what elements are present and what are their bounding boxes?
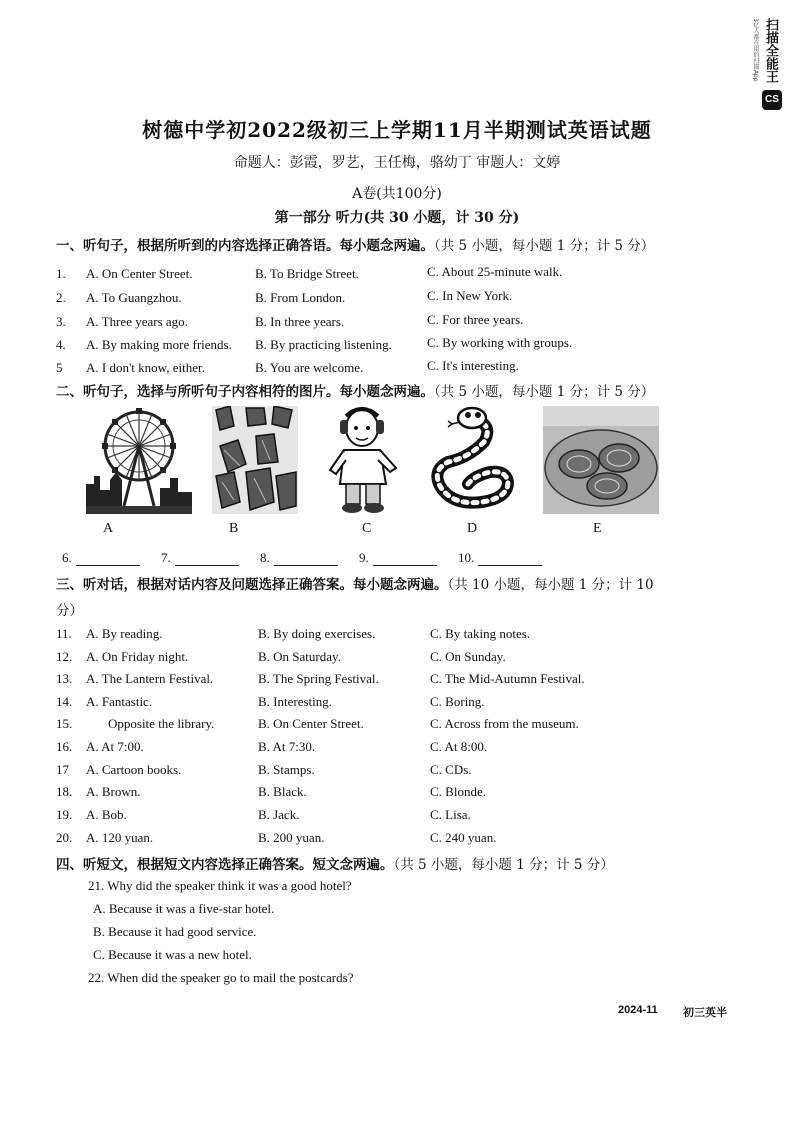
section2-note: （共 5 小题，每小题 1 分；计 5 分） [434, 384, 655, 400]
section2-title: 二、听句子，选择与所听句子内容相符的图片。每小题念两遍。 [56, 384, 434, 400]
snake-icon [428, 406, 518, 514]
option-c: C. 240 yuan. [430, 830, 497, 845]
option-c: C. At 8:00. [430, 739, 488, 754]
blank-number: 9. [359, 550, 369, 565]
option-a: A. On Friday night. [86, 649, 189, 664]
option-a: A. To Guangzhou. [86, 290, 182, 305]
option-a: A. Fantastic. [86, 694, 153, 709]
picture-label: E [593, 521, 602, 536]
option-c: C. Lisa. [430, 807, 471, 822]
option-b: B. Jack. [258, 807, 300, 822]
scanner-sublabel: 3亿人都在用的扫描App [752, 18, 759, 82]
lanterns-icon [212, 406, 298, 514]
option-c: C. By taking notes. [430, 626, 531, 641]
question-number: 4. [56, 337, 66, 352]
option-a: A. At 7:00. [86, 739, 144, 754]
option-b: B. On Center Street. [258, 716, 364, 731]
blank-number: 10. [458, 550, 475, 565]
option-c: C. In New York. [427, 288, 513, 303]
option-b: B. The Spring Festival. [258, 671, 379, 686]
scanner-badge [752, 18, 784, 118]
section3-note-cont: 分） [56, 603, 83, 619]
section3-title: 三、听对话，根据对话内容及问题选择正确答案。每小题念两遍。 [56, 577, 448, 593]
answer-blank[interactable] [175, 553, 239, 566]
question-number: 20. [56, 830, 73, 845]
question-number: 18. [56, 784, 73, 799]
ferris-wheel-icon [86, 406, 192, 514]
blank-number: 7. [161, 550, 171, 565]
section4-heading [56, 853, 614, 873]
answer-blank[interactable] [274, 553, 338, 566]
part1-heading: 第一部分 听力(共 30 小题，计 30 分) [274, 210, 520, 226]
blank-item [458, 550, 542, 566]
option-a: A. Bob. [86, 807, 127, 822]
blank-item [260, 550, 338, 566]
answer-blank[interactable] [76, 553, 140, 566]
section4-note: （共 5 小题，每小题 1 分；计 5 分） [393, 857, 614, 873]
question-21: 21. Why did the speaker think it was a good hotel? [88, 878, 352, 893]
question-number: 5 [56, 360, 63, 375]
question-number: 12. [56, 649, 73, 664]
option-a: A. Cartoon books. [86, 762, 182, 777]
option-c: C. About 25-minute walk. [427, 264, 563, 279]
picture-label: A [103, 521, 114, 536]
answer-blank[interactable] [373, 553, 437, 566]
paper-a-label: A卷(共100分) [352, 186, 442, 202]
section1-note: （共 5 小题，每小题 1 分；计 5 分） [434, 238, 655, 254]
option-a: A. On Center Street. [86, 266, 193, 281]
option-c: C. Across from the museum. [430, 716, 579, 731]
option-c: C. On Sunday. [430, 649, 506, 664]
section4-title: 四、听短文，根据短文内容选择正确答案。短文念两遍。 [56, 857, 394, 873]
option-a: A. By reading. [86, 626, 163, 641]
footer-label: 初三英半 [683, 1007, 727, 1019]
option-c: C. It's interesting. [427, 358, 519, 373]
page-title: 树德中学初2022级初三上学期11月半期测试英语试题 [142, 118, 652, 142]
blank-number: 8. [260, 550, 270, 565]
option-c: C. By working with groups. [427, 335, 573, 350]
option-b: B. At 7:30. [258, 739, 316, 754]
question-number: 2. [56, 290, 66, 305]
blank-number: 6. [62, 550, 72, 565]
question-22: 22. When did the speaker go to mail the postcards? [88, 970, 354, 985]
question-number: 19. [56, 807, 73, 822]
boy-with-headphones-icon [324, 406, 404, 514]
option-b: B. From London. [255, 290, 346, 305]
option-a: A. I don't know, either. [86, 360, 205, 375]
question-number: 1. [56, 266, 66, 281]
section1-heading [56, 234, 654, 254]
option-b: B. Black. [258, 784, 307, 799]
option-b: B. On Saturday. [258, 649, 341, 664]
option-b: B. By doing exercises. [258, 626, 376, 641]
option-c: C. Blonde. [430, 784, 486, 799]
option-c: C. Boring. [430, 694, 485, 709]
question-number: 3. [56, 314, 66, 329]
option-b: B. In three years. [255, 314, 345, 329]
picture-label: C [362, 521, 372, 536]
picture-label: B [229, 521, 239, 536]
option-c: C. CDs. [430, 762, 472, 777]
option-b: B. 200 yuan. [258, 830, 325, 845]
answer-blank[interactable] [478, 553, 542, 566]
option-b: B. Interesting. [258, 694, 333, 709]
question-number: 17 [56, 762, 69, 777]
cs-logo-icon: CS [762, 90, 782, 110]
answer-blanks [62, 550, 560, 566]
section2-heading [56, 380, 654, 400]
section1-title: 一、听句子，根据所听到的内容选择正确答语。每小题念两遍。 [56, 238, 434, 254]
mooncakes-icon [543, 406, 659, 514]
question-number: 13. [56, 671, 73, 686]
option-a: A. 120 yuan. [86, 830, 154, 845]
footer-date: 2024-11 [618, 1004, 658, 1016]
option-b: B. Because it had good service. [93, 924, 257, 939]
question-number: 11. [56, 626, 72, 641]
section3-heading [56, 573, 654, 593]
section3-note: （共 10 小题，每小题 1 分；计 10 [447, 577, 654, 593]
scanner-label: 扫描全能王 [763, 18, 778, 83]
picture-label: D [467, 521, 478, 536]
blank-item [359, 550, 437, 566]
option-a: A. By making more friends. [86, 337, 232, 352]
option-b: B. By practicing listening. [255, 337, 392, 352]
option-c: C. Because it was a new hotel. [93, 947, 252, 962]
question-number: 16. [56, 739, 73, 754]
blank-item [161, 550, 239, 566]
option-c: C. The Mid-Autumn Festival. [430, 671, 585, 686]
option-a: A. Three years ago. [86, 314, 188, 329]
option-a: Opposite the library. [108, 716, 215, 731]
option-b: B. Stamps. [258, 762, 315, 777]
authors-line: 命题人：彭霞，罗艺，王任梅，骆幼丁 审题人：文婷 [233, 155, 561, 171]
option-a: A. Brown. [86, 784, 141, 799]
option-a: A. Because it was a five-star hotel. [93, 901, 275, 916]
option-b: B. To Bridge Street. [255, 266, 359, 281]
blank-item [62, 550, 140, 566]
option-b: B. You are welcome. [255, 360, 364, 375]
question-number: 14. [56, 694, 73, 709]
option-a: A. The Lantern Festival. [86, 671, 214, 686]
question-number: 15. [56, 716, 73, 731]
option-c: C. For three years. [427, 312, 524, 327]
